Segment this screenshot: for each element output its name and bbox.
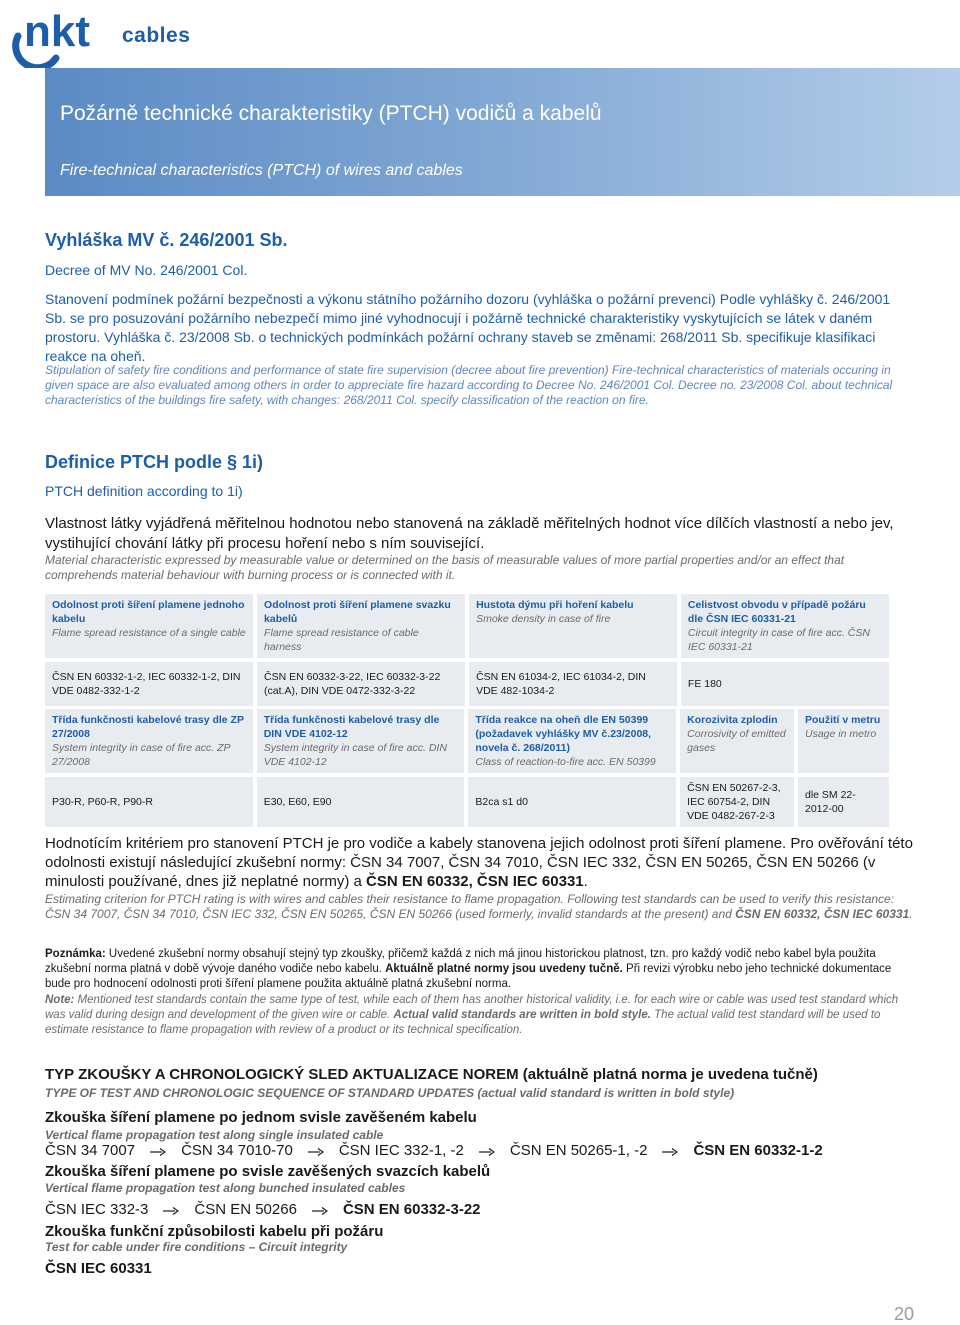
test-1-title: Zkouška šíření plamene po jednom svisle zavěšeném kabelu <box>45 1109 477 1126</box>
definition-text: Vlastnost látky vyjádřená měřitelnou hodnotou nebo stanovená na základě měřitelných hodnot více dílčích vlastností a nebo jev, vystihující chování látky při procesu hoření nebo s ním související. <box>45 515 894 552</box>
test-types-heading: TYP ZKOUŠKY A CHRONOLOGICKÝ SLED AKTUALIZACE NOREM (aktuálně platná norma je uvedena tučně) <box>45 1066 818 1083</box>
criterion-text-en: Estimating criterion for PTCH rating is with wires and cables their resistance to flame propagation. Following test standards can be used to verify this resistance: ČSN 34 7007, ČSN 34 7010, ČSN IEC 332, ČSN EN 50265, ČSN EN 50266 (used formerly, invalid standards at the present) and ČSN EN 60332, ČSN IEC 60331. <box>45 892 913 921</box>
page-title: Požárně technické charakteristiky (PTCH) vodičů a kabelů <box>60 102 602 125</box>
standard-item: ČSN EN 50265-1, -2 <box>509 1142 648 1159</box>
table-cell: E30, E60, E90 <box>257 777 465 827</box>
page-subtitle: Fire-technical characteristics (PTCH) of wires and cables <box>60 162 463 179</box>
decree-paragraph-en: Stipulation of safety fire conditions and performance of state fire supervision (decree about fire prevention) Fire-technical characteristics of materials occuring in given space are also evaluated among others in order to appreciate fire hazard according to Decree No. 246/2001 Col. Decree no. 23/2008 Col. about technical characteristics of the buildings fire safety, with changes: 268/2011 Col. specify classification of the reaction on fire. <box>45 363 893 407</box>
standard-item: ČSN 34 7007 <box>45 1142 136 1159</box>
table-header-cell: Odolnost proti šíření plamene svazku kabelů Flame spread resistance of cable harness <box>257 594 465 658</box>
test-3-title: Zkouška funkční způsobilosti kabelu při požáru <box>45 1223 384 1240</box>
page-number: 20 <box>893 1304 914 1324</box>
current-standard: ČSN IEC 60331 <box>45 1260 152 1277</box>
definition-heading-en: PTCH definition according to 1i) <box>45 483 243 499</box>
test-2-title: Zkouška šíření plamene po svisle zavěšených svazcích kabelů <box>45 1163 491 1180</box>
note-text-en: Note: Mentioned test standards contain the same type of test, while each of them has another historical validity, i.e. for each wire or cable was used test standard which was valid during design and development of the given wire or cable. Actual valid standards are written in bold style. The actual valid test standard will be used to estimate resistance to flame propagation with review of a product or its technical specification. <box>45 994 899 1036</box>
criterion-text: Hodnotícím kritériem pro stanovení PTCH je pro vodiče a kabely stanovena jejich odolnost proti šíření plamene. Pro ověřování této odolnosti existují následující zkušební normy: ČSN 34 7007, ČSN 34 7010, ČSN IEC 332, ČSN EN 50265, ČSN EN 50266 (v minulosti používané, dnes již neplatné normy) a ČSN EN 60332, ČSN IEC 60331. <box>45 835 913 890</box>
current-standard: ČSN EN 60332-3-22 <box>342 1201 481 1218</box>
table-header-cell: Třída funkčnosti kabelové trasy dle ZP 27/2008 System integrity in case of fire acc. ZP 27/2008 <box>45 709 253 773</box>
logo-wordmark: nkt <box>24 7 90 56</box>
test-1-title-en: Vertical flame propagation test along single insulated cable <box>45 1128 384 1142</box>
table-cell: B2ca s1 d0 <box>468 777 676 827</box>
definition-heading: Definice PTCH podle § 1i) <box>45 452 264 472</box>
table-header-cell: Odolnost proti šíření plamene jednoho kabelu Flame spread resistance of a single cable <box>45 594 253 658</box>
decree-heading-en: Decree of MV No. 246/2001 Col. <box>45 262 248 278</box>
table-header-cell: Použití v metru Usage in metro <box>798 709 889 773</box>
standard-item: ČSN IEC 332-3 <box>45 1201 149 1218</box>
current-standard: ČSN EN 60332-1-2 <box>693 1142 823 1159</box>
arrow-right-icon <box>662 1147 678 1157</box>
table-header-cell: Korozivita zplodin Corrosivity of emitted gases <box>680 709 794 773</box>
logo-cables-text: cables <box>122 24 191 47</box>
arrow-right-icon <box>150 1147 166 1157</box>
test-3-title-en: Test for cable under fire conditions – Circuit integrity <box>45 1240 348 1254</box>
decree-heading: Vyhláška MV č. 246/2001 Sb. <box>45 230 288 250</box>
test-types-heading-en: TYPE OF TEST AND CHRONOLOGIC SEQUENCE OF STANDARD UPDATES (actual valid standard is written in bold style) <box>45 1086 735 1100</box>
characteristics-table-2 <box>41 705 893 831</box>
standard-item: ČSN 34 7010-70 <box>181 1142 293 1159</box>
table-header-cell: Třída funkčnosti kabelové trasy dle DIN VDE 4102-12 System integrity in case of fire acc. DIN VDE 4102-12 <box>257 709 465 773</box>
decree-paragraph: Stanovení podmínek požární bezpečnosti a výkonu státního požárního dozoru (vyhláška o požární prevenci) Podle vyhlášky č. 246/2001 Sb. se pro posuzování požárního nebezpečí mimo jiné vyhodnocují i požárně technické charakteristiky vyskytujících se látek v daném prostoru. Vyhláška č. 23/2008 Sb. o technických podmínkách požární ochrany staveb se změnami: 268/2011 Sb. specifikuje klasifikaci reakce na oheň. <box>45 291 891 364</box>
standard-item: ČSN IEC 332-1, -2 <box>338 1142 464 1159</box>
arrow-right-icon <box>312 1206 328 1216</box>
arrow-right-icon <box>308 1147 324 1157</box>
table-row <box>45 777 889 827</box>
table-header-row <box>45 594 889 658</box>
table-cell: P30-R, P60-R, P90-R <box>45 777 253 827</box>
table-cell: dle SM 22-2012-00 <box>798 777 889 827</box>
table-header-cell: Třída reakce na oheň dle EN 50399 (požadavek vyhlášky MV č.23/2008, novela č. 268/2011) Class of reaction-to-fire acc. EN 50399 <box>468 709 676 773</box>
table-cell: ČSN EN 60332-3-22, IEC 60332-3-22 (cat.A), DIN VDE 0472-332-3-22 <box>257 662 465 706</box>
table-cell: ČSN EN 50267-2-3, IEC 60754-2, DIN VDE 0482-267-2-3 <box>680 777 794 827</box>
table-row <box>45 662 889 706</box>
standard-item: ČSN EN 50266 <box>194 1201 297 1218</box>
table-header-cell: Celistvost obvodu v případě požáru dle ČSN IEC 60331-21 Circuit integrity in case of fire acc. ČSN IEC 60331-21 <box>681 594 889 658</box>
table-cell: ČSN EN 60332-1-2, IEC 60332-1-2, DIN VDE 0482-332-1-2 <box>45 662 253 706</box>
note-text: Poznámka: Uvedené zkušební normy obsahují stejný typ zkoušky, přičemž každá z nich má jinou historickou platnost, tzn. pro každý vodič nebo kabel byla použita zkušební norma platná v době vývoje daného vodiče nebo kabelu. Aktuálně platné normy jsou uvedeny tučně. Při revizi výrobku nebo jeho technické dokumentace bude pro hodnocení odolnosti proti šíření plamene použita aktuálně platná zkušební norma. <box>45 948 892 990</box>
table-cell: ČSN EN 61034-2, IEC 61034-2, DIN VDE 482-1034-2 <box>469 662 677 706</box>
test-3-standards-chain <box>45 1260 152 1277</box>
arrow-right-icon <box>479 1147 495 1157</box>
header-banner <box>45 68 960 196</box>
arrow-right-icon <box>163 1206 179 1216</box>
characteristics-table-1 <box>41 590 893 710</box>
definition-text-en: Material characteristic expressed by measurable value or determined on the basis of measurable values of more partial properties and/or an effect that comprehends material behaviour with burning process or is connected with it. <box>45 553 845 582</box>
table-cell: FE 180 <box>681 662 889 706</box>
test-2-standards-chain <box>45 1201 481 1218</box>
test-2-title-en: Vertical flame propagation test along bunched insulated cables <box>45 1181 406 1195</box>
test-1-standards-chain <box>45 1142 823 1159</box>
table-header-cell: Hustota dýmu při hoření kabelu Smoke density in case of fire <box>469 594 677 658</box>
table-header-row <box>45 709 889 773</box>
